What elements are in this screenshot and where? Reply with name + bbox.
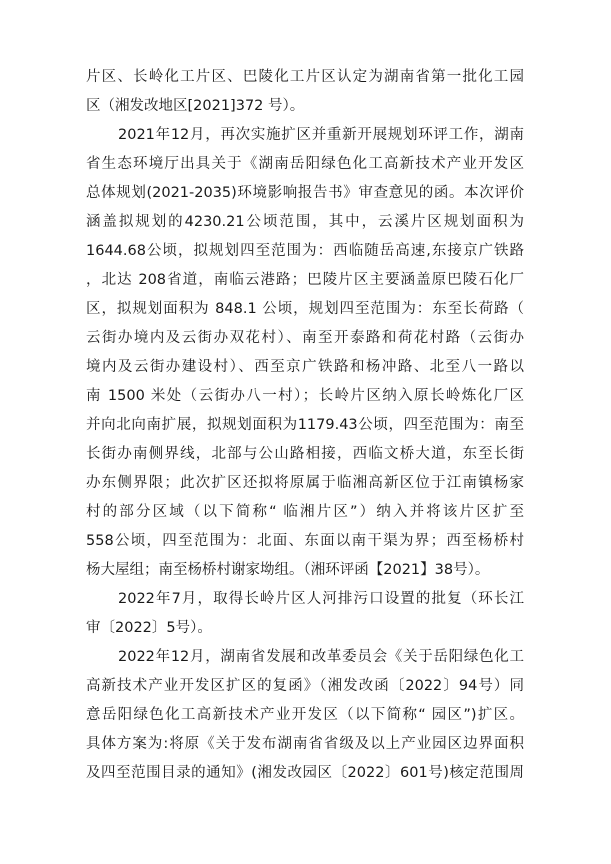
text-line: 南 1500 米处（云街办八一村）；长岭片区纳入原长岭炼化厂区 — [86, 388, 524, 404]
text-line: 2022年7月，取得长岭片区人河排污口设置的批复（环长江 — [118, 591, 524, 607]
text-line: 1644.68公顷，拟规划四至范围为：西临随岳高速,东接京广铁路 — [86, 243, 524, 259]
paragraph-2021-expansion — [86, 121, 524, 585]
document-page — [86, 63, 524, 788]
text-line: 区（湘发改地区[2021]372 号）。 — [86, 98, 305, 114]
text-line: 省生态环境厅出具关于《湖南岳阳绿色化工高新技术产业开发区 — [86, 156, 524, 172]
text-line: 总体规划(2021-2035)环境影响报告书》审查意见的函。本次评价 — [86, 185, 524, 201]
text-line: 高新技术产业开发区扩区的复函》（湘发改函〔2022〕94号）同 — [86, 678, 524, 694]
text-line: ，北达 208省道，南临云港路；巴陵片区主要涵盖原巴陵石化厂 — [86, 272, 524, 288]
paragraph-2022-july-approval — [86, 585, 524, 643]
paragraph-chemical-park-designation — [86, 63, 524, 121]
text-line: 区，拟规划面积为 848.1 公顷，规划四至范围为：东至长荷路（ — [86, 301, 524, 317]
text-line: 意岳阳绿色化工高新技术产业开发区（以下简称“ 园区”)扩区。 — [86, 707, 524, 723]
text-line: 及四至范围目录的通知》(湘发改园区〔2022〕601号)核定范围周 — [86, 765, 524, 781]
text-line: 具体方案为:将原《关于发布湖南省省级及以上产业园区边界面积 — [86, 736, 524, 752]
text-line: 涵盖拟规划的4230.21公顷范围，其中，云溪片区规划面积为 — [86, 214, 524, 230]
text-line: 2021年12月，再次实施扩区并重新开展规划环评工作，湖南 — [118, 127, 524, 143]
text-line: 境内及云街办建设村）、西至京广铁路和杨冲路、北至八一路以 — [86, 359, 524, 375]
text-line: 片区、长岭化工片区、巴陵化工片区认定为湖南省第一批化工园 — [86, 69, 524, 85]
text-line: 村的部分区域（以下简称“ 临湘片区”）纳入并将该片区扩至 — [86, 504, 524, 520]
text-line: 558公顷，四至范围为：北面、东面以南干渠为界；西至杨桥村 — [86, 533, 524, 549]
text-line: 杨大屋组；南至杨桥村谢家坳组。（湘环评函【2021】38号）。 — [86, 562, 490, 578]
text-line: 云街办境内及云街办双花村）、南至开泰路和荷花村路（云街办 — [86, 330, 524, 346]
text-line: 2022年12月，湖南省发展和改革委员会《关于岳阳绿色化工 — [118, 649, 524, 665]
text-line: 长街办南侧界线，北部与公山路相接，西临文桥大道，东至长街 — [86, 446, 524, 462]
paragraph-2022-december-reply — [86, 643, 524, 788]
text-line: 并向北向南扩展，拟规划面积为1179.43公顷，四至范围为：南至 — [86, 417, 524, 433]
text-line: 办东侧界限；此次扩区还拟将原属于临湘高新区位于江南镇杨家 — [86, 475, 524, 491]
text-line: 审〔2022〕5号）。 — [86, 620, 212, 636]
